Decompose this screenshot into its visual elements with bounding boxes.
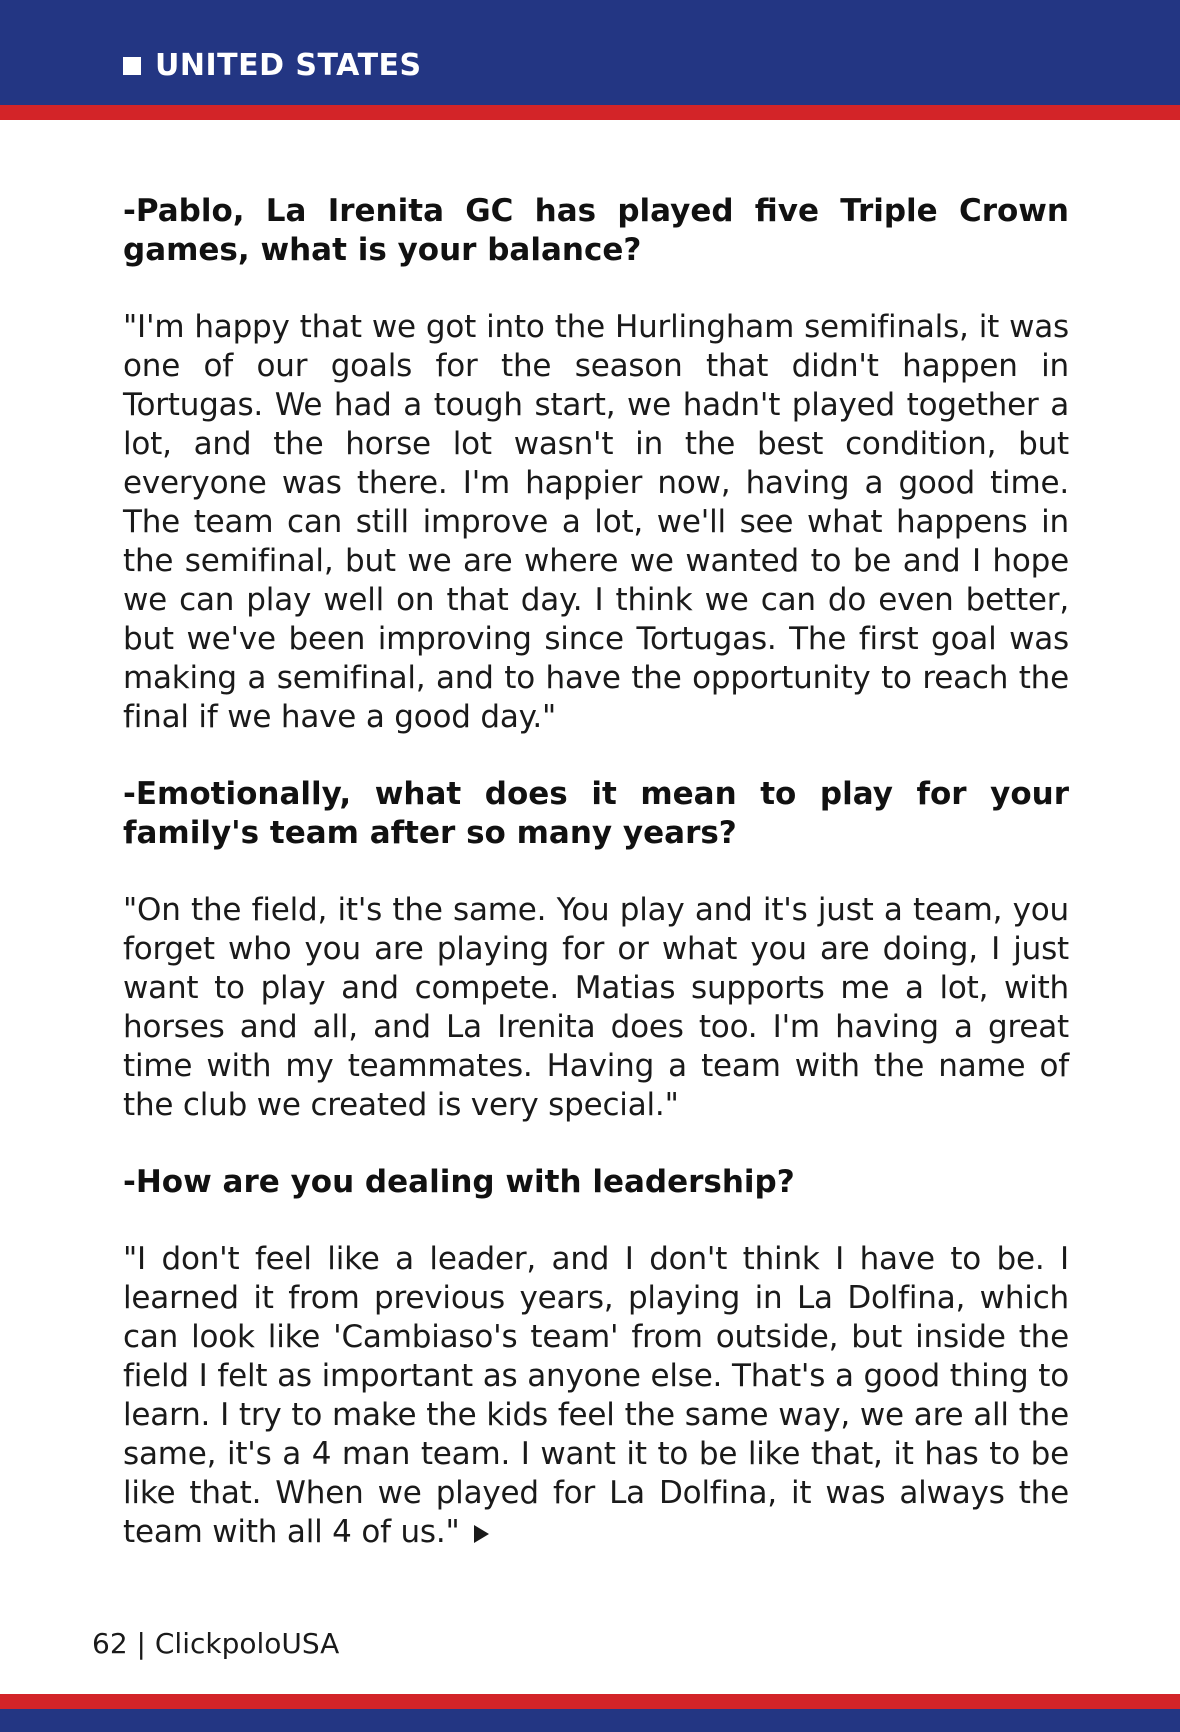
- footer-stripe: [0, 1694, 1180, 1709]
- question-2: -Emotionally, what does it mean to play for your family's team after so many years?: [123, 776, 1069, 851]
- square-bullet-icon: [123, 57, 141, 75]
- article-body: [123, 192, 1069, 1590]
- answer-2: "On the field, it's the same. You play and it's just a team, you forget who you are playing for or what you are doing, I just want to play and compete. Matias supports me a lot, with horses and all, and La Irenita does too. I'm having a great time with my teammates. Having a team with the name of the club we created is very special.": [123, 892, 1069, 1123]
- header-stripe: [0, 105, 1180, 120]
- section-label: [123, 48, 422, 83]
- section-label-text: UNITED STATES: [155, 48, 422, 83]
- triangle-right-icon: [474, 1525, 489, 1543]
- question-1: -Pablo, La Irenita GC has played five Triple Crown games, what is your balance?: [123, 193, 1069, 268]
- answer-3-block: [123, 1240, 1069, 1552]
- page-footer: 62 | ClickpoloUSA: [92, 1627, 340, 1660]
- footer-band: [0, 1709, 1180, 1732]
- answer-3: "I don't feel like a leader, and I don't think I have to be. I learned it from previous years, playing in La Dolfina, which can look like 'Cambiaso's team' from outside, but inside the field I felt as important as anyone else. That's a good thing to learn. I try to make the kids feel the same way, we are all the same, it's a 4 man team. I want it to be like that, it has to be like that. When we played for La Dolfina, it was always the team with all 4 of us.": [123, 1241, 1069, 1550]
- question-3: -How are you dealing with leadership?: [123, 1164, 795, 1200]
- answer-1: "I'm happy that we got into the Hurlingham semifinals, it was one of our goals for the season that didn't happen in Tortugas. We had a tough start, we hadn't played together a lot, and the horse lot wasn't in the best condition, but everyone was there. I'm happier now, having a good time. The team can still improve a lot, we'll see what happens in the semifinal, but we are where we wanted to be and I hope we can play well on that day. I think we can do even better, but we've been improving since Tortugas. The first goal was making a semifinal, and to have the opportunity to reach the final if we have a good day.": [123, 309, 1069, 735]
